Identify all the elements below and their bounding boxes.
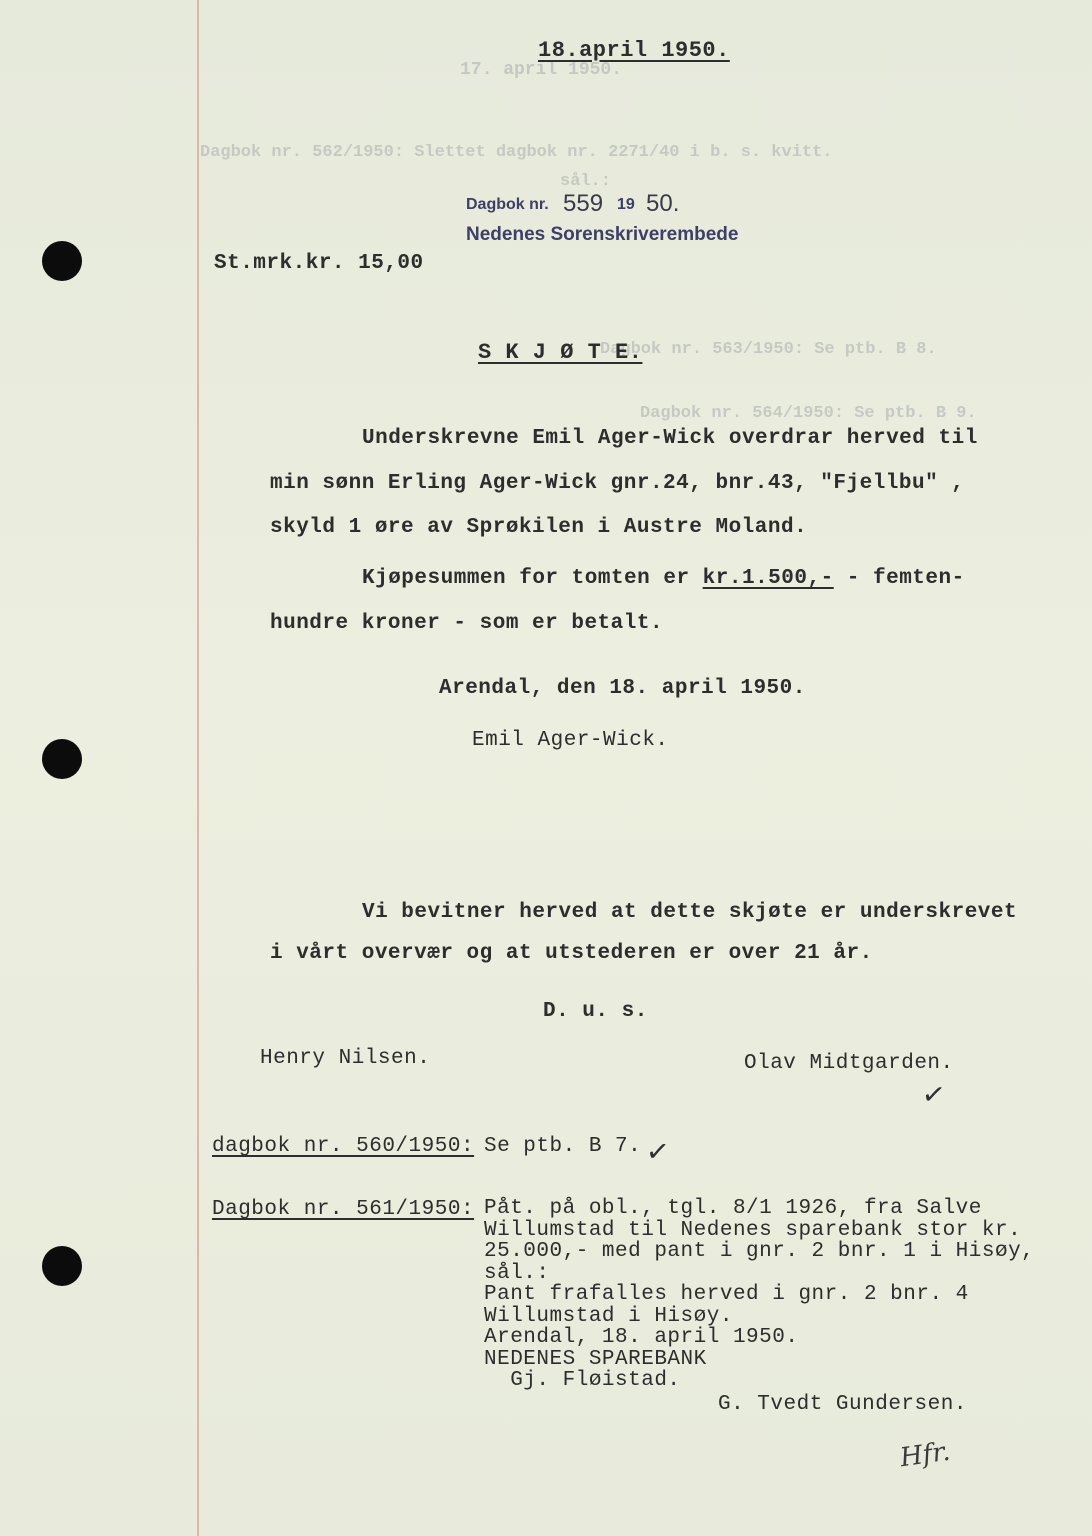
witness-right: Olav Midtgarden.	[744, 1052, 954, 1075]
initials-annotation: Hfr.	[898, 1436, 952, 1474]
document-title: S K J Ø T E.	[478, 340, 643, 365]
stamp-year-prefix: 19	[617, 196, 635, 213]
entry-561-line: Gj. Fløistad.	[484, 1369, 681, 1392]
witness-line-1: Vi bevitner herved at dette skjøte er underskrevet	[362, 901, 1018, 924]
entry-561-signer: G. Tvedt Gundersen.	[718, 1393, 967, 1416]
punch-hole-top	[42, 241, 82, 281]
deed-line-3: skyld 1 øre av Sprøkilen i Austre Moland.	[270, 516, 808, 539]
entry-561-line: Arendal, 18. april 1950.	[484, 1326, 799, 1349]
entry-561-line: Willumstad til Nedenes sparebank stor kr.	[484, 1218, 1022, 1242]
bleed-line-4: Dagbok nr. 564/1950: Se ptb. B 9.	[640, 404, 977, 423]
punch-hole-middle	[42, 739, 82, 779]
purchase-line-1	[362, 567, 965, 590]
witness-line-2: i vårt overvær og at utstederen er over 21 år.	[270, 942, 873, 965]
deed-line-1: Underskrevne Emil Ager-Wick overdrar herved til	[362, 427, 978, 450]
purchase-rest: - femten-	[833, 567, 965, 590]
purchase-line-2: hundre kroner - som er betalt.	[270, 612, 664, 635]
entry-561-line: sål.:	[484, 1261, 550, 1285]
entry-561-line: NEDENES SPAREBANK	[484, 1347, 707, 1371]
bleed-line-3: Dagbok nr. 563/1950: Se ptb. B 8.	[600, 340, 937, 359]
stamp-office: Nedenes Sorenskriverembede	[466, 224, 739, 245]
stamp-number: 559	[563, 190, 604, 217]
entry-561-line: Pant frafalles herved i gnr. 2 bnr. 4	[484, 1283, 969, 1306]
bleed-line-2: sål.:	[560, 172, 612, 191]
entry-561-line: Påt. på obl., tgl. 8/1 1926, fra Salve	[484, 1197, 982, 1220]
entry-560-label: dagbok nr. 560/1950:	[212, 1135, 475, 1158]
deed-line-2: min sønn Erling Ager-Wick gnr.24, bnr.43, "Fjellbu" ,	[270, 472, 965, 495]
entry-561-line: Willumstad i Hisøy.	[484, 1304, 733, 1328]
punch-hole-bottom	[42, 1246, 82, 1286]
witness-left: Henry Nilsen.	[260, 1047, 431, 1070]
purchase-amount: kr.1.500,-	[702, 567, 834, 590]
stamp-fee: St.mrk.kr. 15,00	[214, 252, 424, 275]
dus-text: D. u. s.	[543, 1000, 648, 1023]
margin-line	[197, 0, 199, 1536]
place-date: Arendal, den 18. april 1950.	[439, 677, 806, 700]
check-mark-2: ✓	[644, 1133, 672, 1170]
check-mark-1: ✓	[919, 1076, 948, 1113]
entry-561-body	[484, 1198, 1034, 1392]
purchase-lead: Kjøpesummen for tomten er	[362, 567, 703, 590]
entry-560-text: Se ptb. B 7.	[484, 1135, 642, 1158]
seller-signature: Emil Ager-Wick.	[472, 729, 669, 752]
header-date: 18.april 1950.	[538, 38, 730, 63]
bleed-date: 17. april 1950.	[460, 60, 623, 80]
stamp-year: 50.	[646, 190, 680, 217]
entry-561-line: 25.000,- med pant i gnr. 2 bnr. 1 i Hisøy,	[484, 1240, 1035, 1263]
bleed-line-1: Dagbok nr. 562/1950: Slettet dagbok nr. 2271/40 i b. s. kvitt.	[200, 143, 833, 162]
stamp-label: Dagbok nr.	[466, 196, 549, 213]
entry-561-label: Dagbok nr. 561/1950:	[212, 1198, 475, 1221]
